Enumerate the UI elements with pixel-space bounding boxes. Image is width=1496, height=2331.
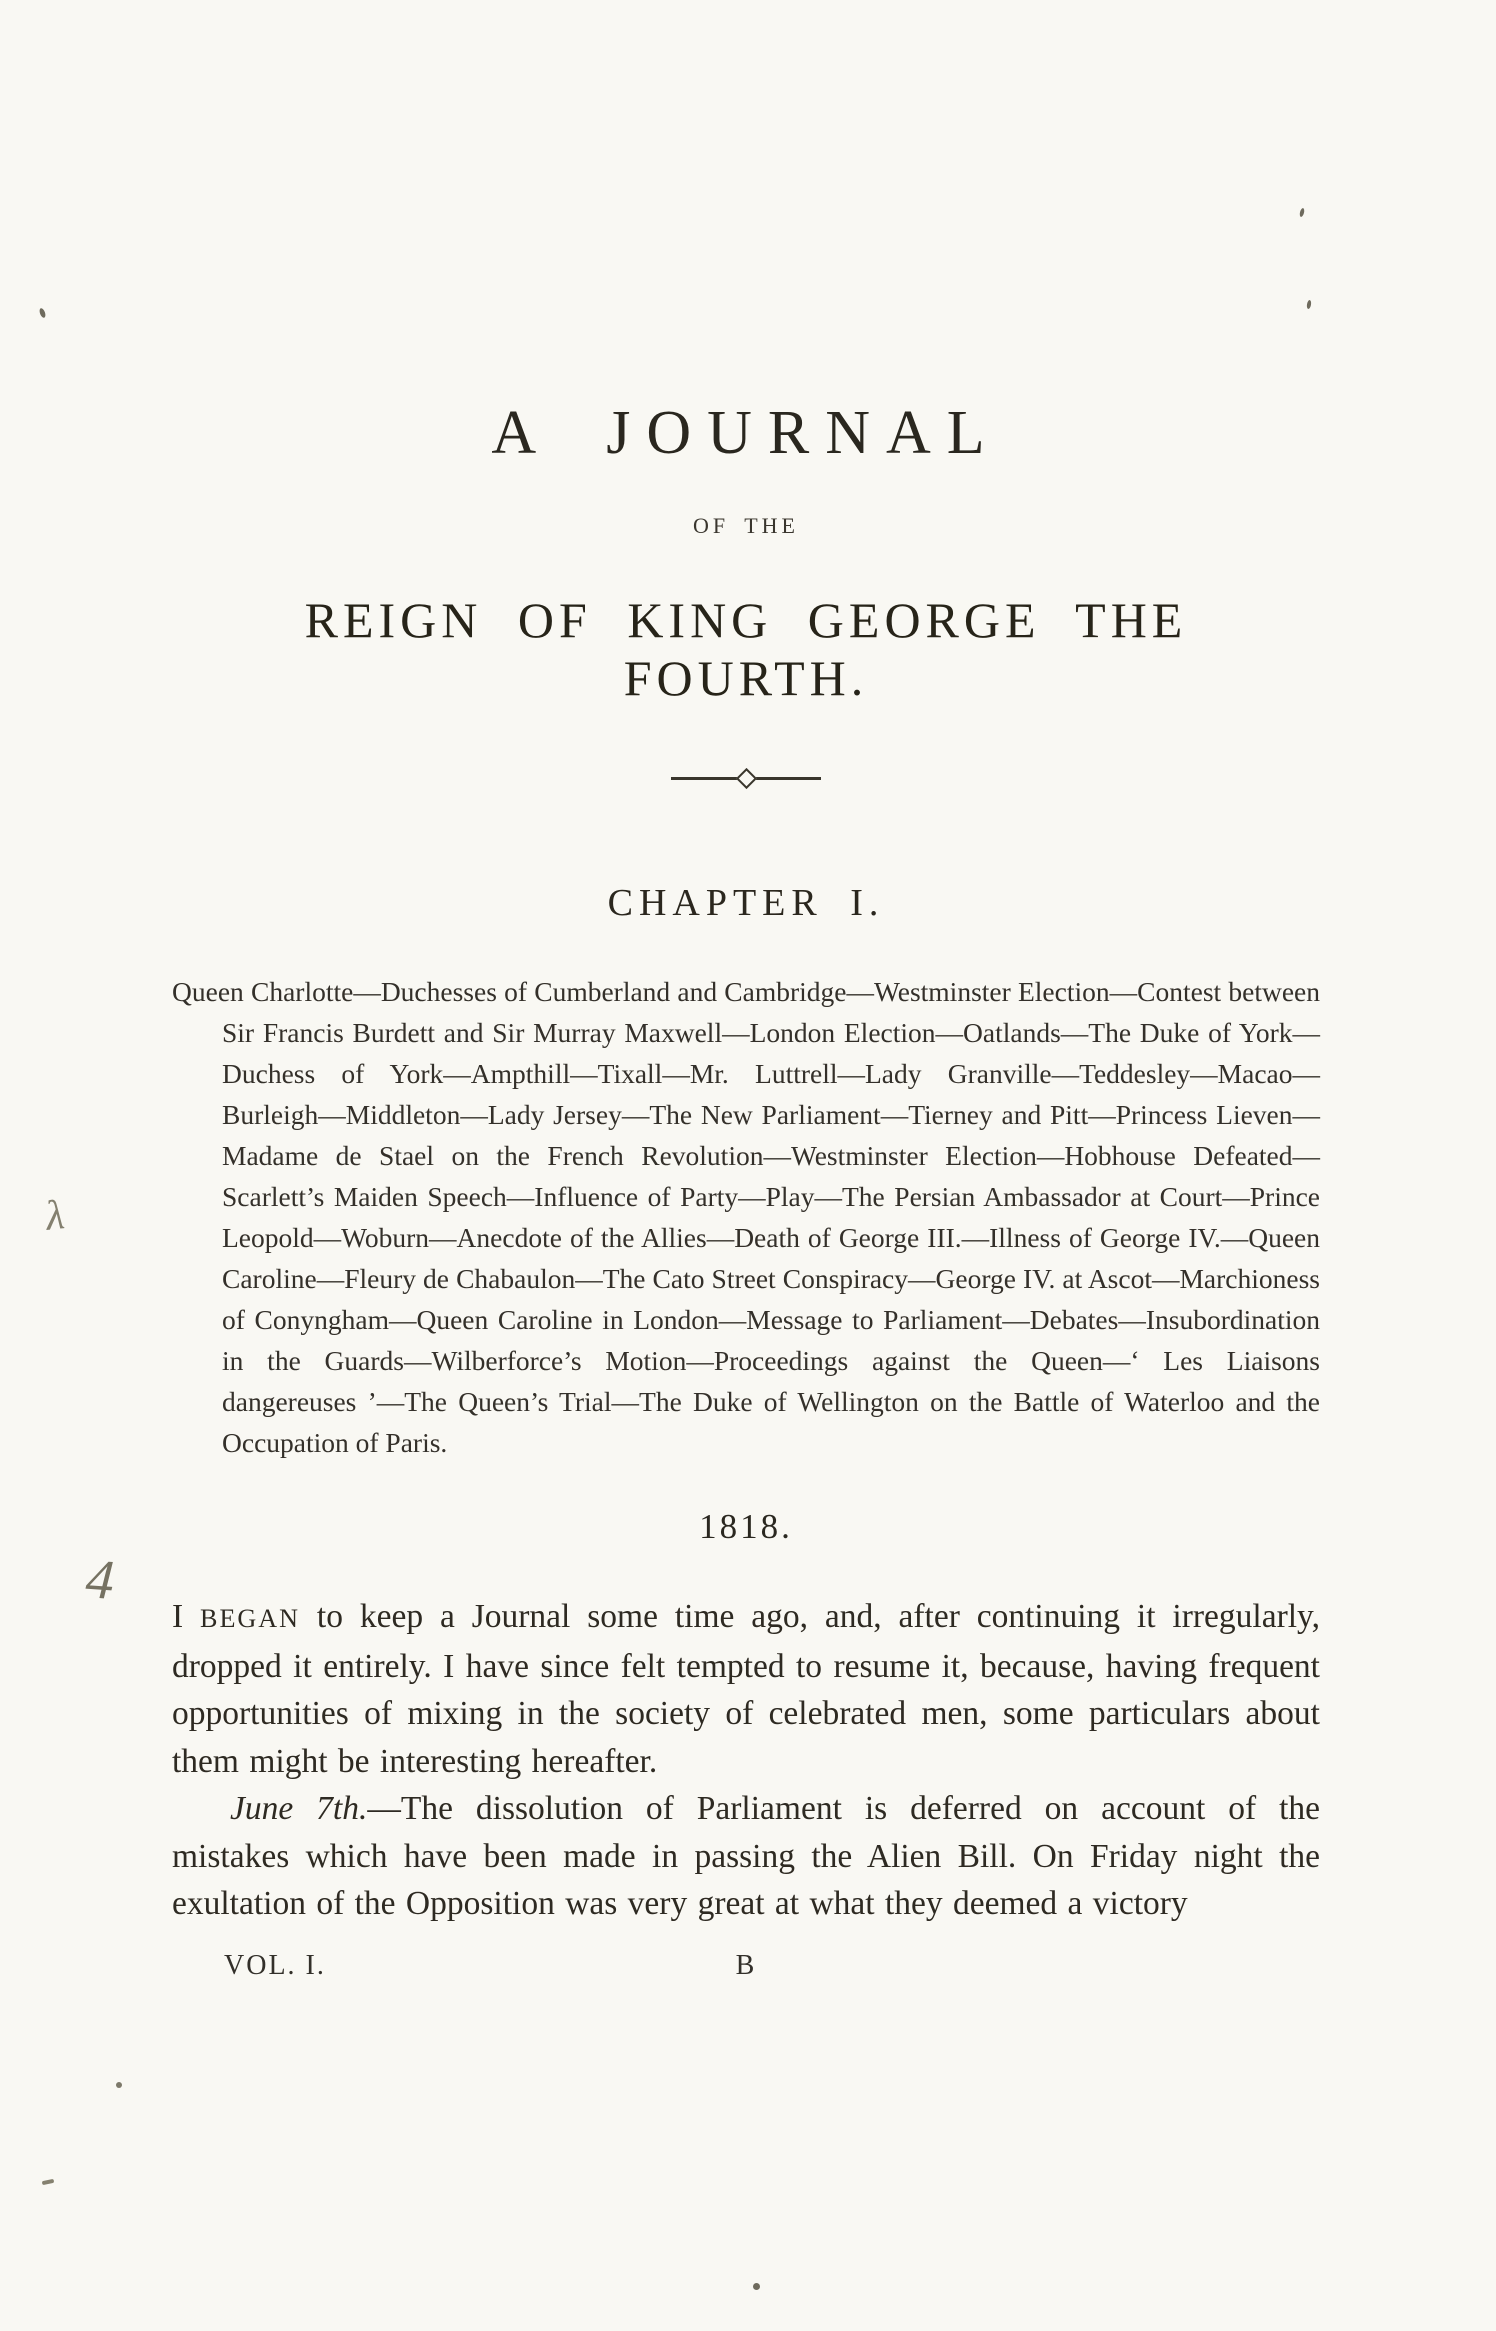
pencil-margin-mark: λ: [43, 1192, 67, 1240]
paragraph-1-smallcaps: BEGAN: [200, 1604, 301, 1633]
book-main-title: REIGN OF KING GEORGE THE FOURTH.: [304, 592, 1188, 706]
book-title: A JOURNAL: [491, 399, 1001, 467]
scan-speck: [38, 307, 46, 318]
divider-rule-left: [671, 777, 737, 780]
pencil-margin-mark: 4: [83, 1548, 117, 1612]
volume-label: VOL. I.: [224, 1949, 326, 1981]
scan-speck: [753, 2283, 760, 2290]
ornament-divider-icon: [671, 771, 821, 785]
title-subtitle: OF THE: [693, 513, 799, 538]
paragraph-2-date: June 7th.: [230, 1790, 368, 1827]
scan-speck: [42, 2179, 55, 2185]
body-paragraph-1: [172, 1593, 1320, 1785]
body-paragraph-2: [172, 1785, 1320, 1928]
divider-diamond-icon: [735, 767, 756, 788]
paragraph-1-lead: I: [172, 1598, 201, 1635]
paragraph-1-text: to keep a Journal some time ago, and, after continuing it irregularly, dropped it entirely. I have since felt tempted to resume it, because, having frequent opportunities of mixing in the society of celebrated men, some particulars about them might be interesting hereafter.: [172, 1598, 1320, 1780]
divider-rule-right: [756, 777, 822, 780]
paragraph-2-text: —The dissolution of Parliament is deferred on account of the mistakes which have been made in passing the Alien Bill. On Friday night the exultation of the Opposition was very great at what they deemed a victory: [172, 1790, 1320, 1922]
scan-speck: [116, 2082, 122, 2088]
year-heading: 1818.: [699, 1507, 793, 1546]
text-column: [172, 0, 1320, 1994]
chapter-summary: Queen Charlotte—Duchesses of Cumberland and Cambridge—Westminster Election—Contest between Sir Francis Burdett and Sir Murray Maxwell—London Election—Oatlands—The Duke of York—Duchess of York—Ampthill—Tixall—Mr. Luttrell—Lady Granville—Teddesley—Macao—Burleigh—Middleton—Lady Jersey—The New Parliament—Tierney and Pitt—Princess Lieven—Madame de Stael on the French Revolution—Westminster Election—Hobhouse Defeated—Scarlett’s Maiden Speech—Influence of Party—Play—The Persian Ambassador at Court—Prince Leopold—Woburn—Anecdote of the Allies—Death of George III.—Illness of George IV.—Queen Caroline—Fleury de Chabaulon—The Cato Street Conspiracy—George IV. at Ascot—Marchioness of Conyngham—Queen Caroline in London—Message to Parliament—Debates—Insubordination in the Guards—Wilberforce’s Motion—Proceedings against the Queen—‘ Les Liaisons dangereuses ’—The Queen’s Trial—The Duke of Wellington on the Battle of Waterloo and the Occupation of Paris.: [172, 976, 1320, 1458]
signature-mark: B: [735, 1949, 757, 1981]
chapter-heading: CHAPTER I.: [607, 882, 885, 924]
page-footer: [172, 1950, 1320, 1994]
